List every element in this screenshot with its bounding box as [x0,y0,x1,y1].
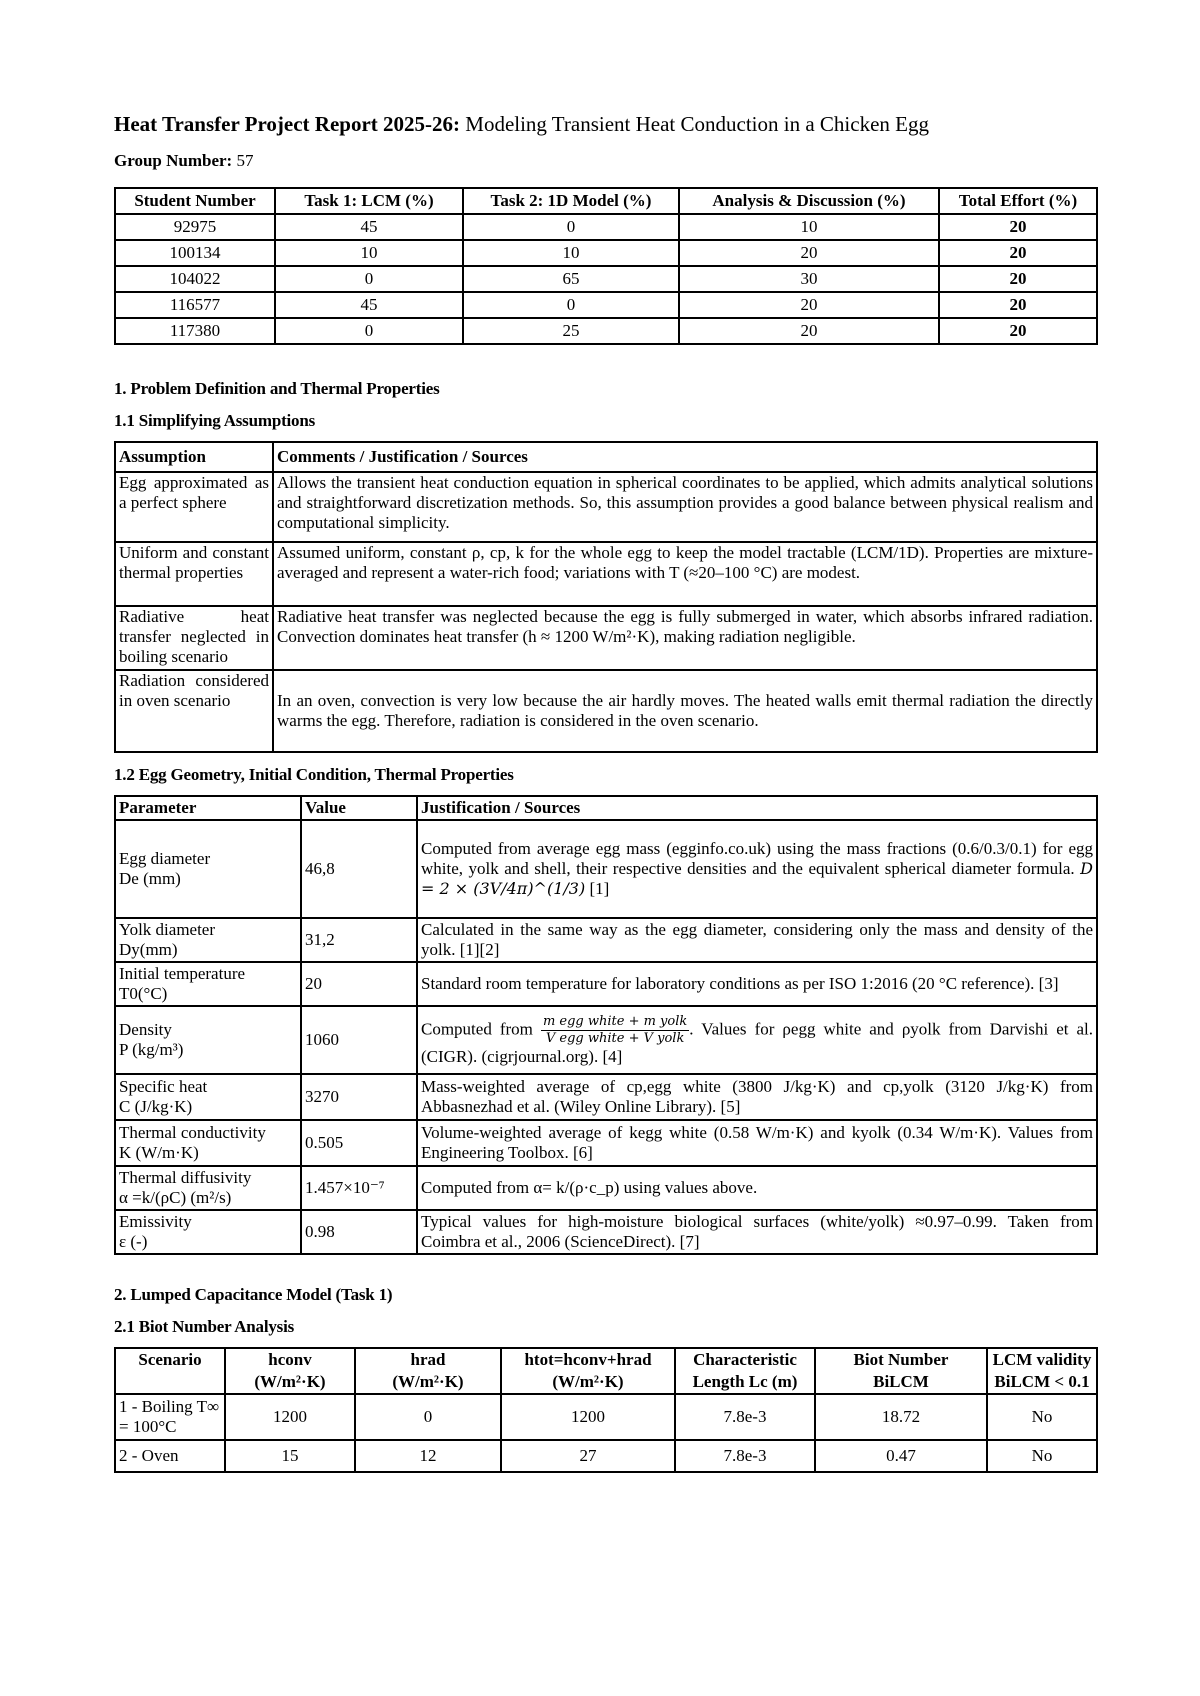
biot-header-line: (W/m²·K) [392,1372,464,1391]
biot-header [675,1348,815,1394]
biot-cell: No [987,1440,1097,1472]
table-row [115,962,1097,1006]
assumption-comment: In an oven, convection is very low because the air hardly moves. The heated walls emit thermal radiation the directly warms the egg. Therefore, radiation is considered in the oven scenario. [273,670,1097,752]
table-row [115,240,1097,266]
param-just-text: Computed from [421,1018,533,1038]
assumptions-header-row [115,442,1097,472]
density-fraction [541,1014,689,1047]
params-header: Justification / Sources [417,796,1097,820]
biot-header-line: (W/m²·K) [254,1372,326,1391]
effort-cell: 20 [939,266,1097,292]
param-unit: C (J/kg·K) [119,1097,193,1116]
table-row [115,214,1097,240]
effort-header: Student Number [115,188,275,214]
formula: D = 2 × (3V/4π)^(1/3) [421,859,1093,898]
params-header: Parameter [115,796,301,820]
param-name: Specific heat [119,1077,208,1096]
biot-header-line: htot=hconv+hrad [524,1350,652,1369]
biot-cell: 15 [225,1440,355,1472]
biot-cell: 27 [501,1440,675,1472]
param-name-cell [115,1120,301,1166]
param-unit: Dy(mm) [119,940,178,959]
biot-cell: 18.72 [815,1394,987,1440]
assumption-name: Radiative heat transfer neglected in boiling scenario [115,606,273,670]
table-row [115,1074,1097,1120]
biot-cell: 12 [355,1440,501,1472]
param-justification [417,1006,1097,1074]
assumption-name: Egg approximated as a perfect sphere [115,472,273,542]
param-value: 0.505 [301,1120,417,1166]
report-page [114,112,1096,1473]
biot-header [987,1348,1097,1394]
param-justification: Volume-weighted average of kegg white (0.58 W/m·K) and kyolk (0.34 W/m·K). Values from Engineering Toolbox. [6] [417,1120,1097,1166]
biot-cell: No [987,1394,1097,1440]
effort-cell: 20 [939,318,1097,344]
subsection-heading: 2.1 Biot Number Analysis [114,1317,295,1336]
param-name: Emissivity [119,1212,192,1231]
effort-table [114,187,1098,345]
assumptions-header: Assumption [115,442,273,472]
effort-cell: 0 [463,292,679,318]
param-value: 31,2 [301,918,417,962]
param-unit: K (W/m·K) [119,1143,199,1162]
biot-cell: 1200 [225,1394,355,1440]
table-row [115,670,1097,752]
param-name: Egg diameter [119,849,211,868]
biot-header-line: (W/m²·K) [552,1372,624,1391]
effort-cell: 45 [275,214,463,240]
param-justification: Mass-weighted average of cp,egg white (3800 J/kg·K) and cp,yolk (3120 J/kg·K) from Abbasnezhad et al. (Wiley Online Library). [5] [417,1074,1097,1120]
subsection-heading: 1.1 Simplifying Assumptions [114,411,316,430]
param-name-cell [115,820,301,918]
param-value: 20 [301,962,417,1006]
param-unit: P (kg/m³) [119,1040,184,1059]
effort-cell: 20 [939,240,1097,266]
param-unit: ε (-) [119,1232,148,1251]
subsection-heading: 1.2 Egg Geometry, Initial Condition, Thermal Properties [114,765,514,784]
effort-header: Task 1: LCM (%) [275,188,463,214]
table-row [115,1440,1097,1472]
params-header-row [115,796,1097,820]
effort-cell: 0 [275,318,463,344]
effort-header: Task 2: 1D Model (%) [463,188,679,214]
param-name: Initial temperature [119,964,246,983]
effort-cell: 100134 [115,240,275,266]
effort-cell: 30 [679,266,939,292]
param-value: 1060 [301,1006,417,1074]
param-ref: [1] [585,879,610,898]
table-row [115,542,1097,606]
biot-header-line: Length Lc (m) [692,1372,798,1391]
table-row [115,918,1097,962]
biot-cell: 7.8e-3 [675,1440,815,1472]
effort-cell: 20 [939,292,1097,318]
effort-cell: 20 [939,214,1097,240]
table-row [115,1394,1097,1440]
biot-cell: 1 - Boiling T∞ = 100°C [115,1394,225,1440]
biot-cell: 0.47 [815,1440,987,1472]
param-name-cell [115,962,301,1006]
group-label: Group Number: [114,151,233,170]
biot-header-line: BiLCM [873,1372,929,1391]
biot-header-line: LCM validity [992,1350,1092,1369]
biot-cell: 2 - Oven [115,1440,225,1472]
assumption-comment: Radiative heat transfer was neglected because the egg is fully submerged in water, which absorbs infrared radiation. Convection dominates heat transfer (h ≈ 1200 W/m²·K), making radiation negligible. [273,606,1097,670]
group-number [114,151,1096,171]
effort-header: Total Effort (%) [939,188,1097,214]
param-value: 1.457×10⁻⁷ [301,1166,417,1210]
biot-header-row [115,1348,1097,1394]
params-header: Value [301,796,417,820]
effort-cell: 65 [463,266,679,292]
biot-cell: 0 [355,1394,501,1440]
param-justification: Standard room temperature for laboratory conditions as per ISO 1:2016 (20 °C reference). [3] [417,962,1097,1006]
biot-header-line: Scenario [138,1350,202,1369]
table-row [115,606,1097,670]
report-title [114,112,1096,137]
effort-cell: 20 [679,318,939,344]
parameters-table [114,795,1098,1255]
param-unit: T0(°C) [119,984,168,1003]
assumptions-table [114,441,1098,753]
param-name-cell [115,918,301,962]
table-row [115,1120,1097,1166]
biot-header-line: Biot Number [853,1350,949,1369]
assumption-comment: Allows the transient heat conduction equation in spherical coordinates to be applied, which admits analytical solutions and straightforward discretization methods. So, this assumption provides a good balance between physical realism and computational simplicity. [273,472,1097,542]
fraction-numerator: m egg white + m yolk [542,1013,688,1029]
effort-cell: 10 [275,240,463,266]
title-bold: Heat Transfer Project Report 2025-26: [114,112,461,136]
effort-cell: 0 [275,266,463,292]
assumptions-header: Comments / Justification / Sources [273,442,1097,472]
section-heading: 1. Problem Definition and Thermal Properties [114,379,440,398]
group-value: 57 [232,151,254,170]
param-justification [417,820,1097,918]
biot-header-line: BiLCM < 0.1 [994,1372,1090,1391]
param-justification: Computed from α= k/(ρ·c_p) using values above. [417,1166,1097,1210]
biot-header-line: hconv [268,1350,312,1369]
table-row [115,472,1097,542]
assumption-comment: Assumed uniform, constant ρ, cp, k for the whole egg to keep the model tractable (LCM/1D). Properties are mixture-averaged and represent a water-rich food; variations with T (≈20–100 °C) are modest. [273,542,1097,606]
table-row [115,1166,1097,1210]
biot-header [355,1348,501,1394]
param-name-cell [115,1074,301,1120]
biot-header-line: hrad [410,1350,446,1369]
effort-cell: 45 [275,292,463,318]
biot-cell: 7.8e-3 [675,1394,815,1440]
effort-cell: 117380 [115,318,275,344]
table-row [115,1210,1097,1254]
effort-cell: 0 [463,214,679,240]
effort-cell: 20 [679,292,939,318]
param-justification: Calculated in the same way as the egg diameter, considering only the mass and density of the yolk. [1][2] [417,918,1097,962]
section-heading: 2. Lumped Capacitance Model (Task 1) [114,1285,393,1304]
table-row [115,1006,1097,1074]
param-unit: De (mm) [119,869,181,888]
biot-cell: 1200 [501,1394,675,1440]
effort-header-row [115,188,1097,214]
fraction-denominator: V egg white + V yolk [545,1030,685,1046]
param-name: Density [119,1020,172,1039]
title-rest: Modeling Transient Heat Conduction in a Chicken Egg [460,112,929,136]
param-justification: Typical values for high-moisture biological surfaces (white/yolk) ≈0.97–0.99. Taken from Coimbra et al., 2006 (ScienceDirect). [7] [417,1210,1097,1254]
biot-header [115,1348,225,1394]
param-name-cell [115,1210,301,1254]
table-row [115,318,1097,344]
param-name-cell [115,1166,301,1210]
param-unit: α =k/(ρC) (m²/s) [119,1188,232,1207]
param-name: Yolk diameter [119,920,216,939]
param-name-cell [115,1006,301,1074]
effort-header: Analysis & Discussion (%) [679,188,939,214]
param-value: 0.98 [301,1210,417,1254]
param-value: 3270 [301,1074,417,1120]
biot-header-line: Characteristic [693,1350,797,1369]
table-row [115,266,1097,292]
param-just-text: . Values for ρegg white and ρyolk from Darvishi et al. (CIGR). (cigrjournal.org). [4] [421,1018,1094,1066]
effort-cell: 116577 [115,292,275,318]
assumption-name: Uniform and constant thermal properties [115,542,273,606]
effort-cell: 10 [679,214,939,240]
biot-header [225,1348,355,1394]
biot-header [815,1348,987,1394]
table-row [115,820,1097,918]
effort-cell: 10 [463,240,679,266]
param-name: Thermal conductivity [119,1123,266,1142]
param-value: 46,8 [301,820,417,918]
param-just-text: Computed from average egg mass (egginfo.co.uk) using the mass fractions (0.6/0.3/0.1) for egg white, yolk and shell, their respective densities and the equivalent spherical diameter formula. [421,839,1093,878]
biot-table [114,1347,1098,1473]
effort-cell: 20 [679,240,939,266]
param-name: Thermal diffusivity [119,1168,252,1187]
biot-header [501,1348,675,1394]
effort-cell: 92975 [115,214,275,240]
effort-cell: 104022 [115,266,275,292]
assumption-name: Radiation considered in oven scenario [115,670,273,752]
effort-cell: 25 [463,318,679,344]
table-row [115,292,1097,318]
